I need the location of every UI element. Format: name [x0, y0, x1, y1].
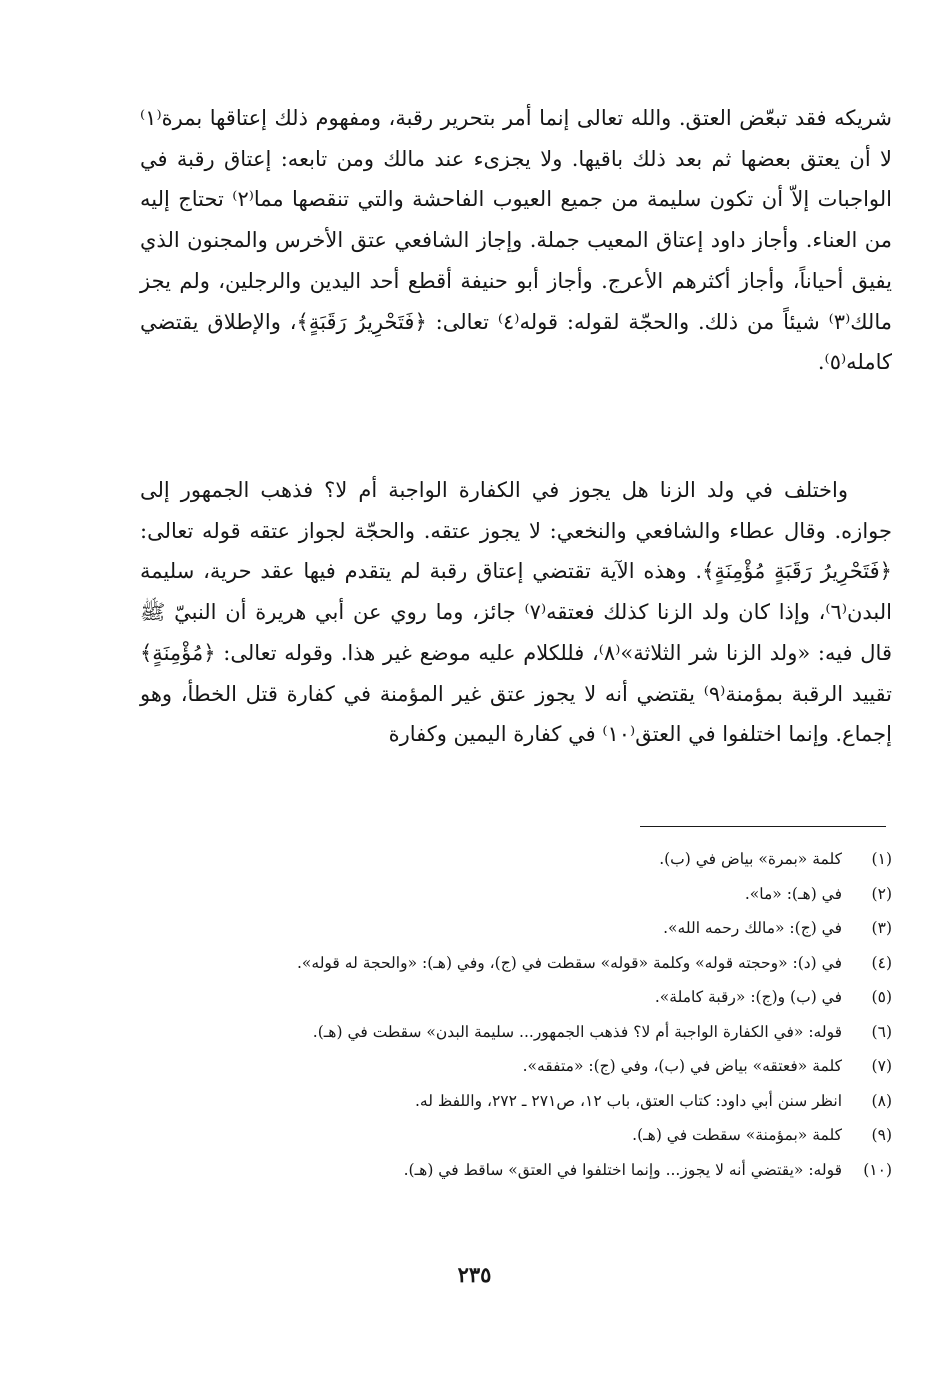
- footnote-item: [140, 911, 892, 946]
- footnote-text: كلمة «فعتقه» بياض في (ب)، وفي (ج): «متفقه».: [522, 1057, 842, 1075]
- footnote-text: في (د): «وحجته قوله» وكلمة «قوله» سقطت في (ج)، وفي (هـ): «والحجة له قوله».: [296, 953, 842, 972]
- footnote-text: قوله: «يقتضي أنه لا يجوز... وإنما اختلفوا في العتق» ساقط في (هـ).: [403, 1160, 842, 1179]
- footnote-item: [140, 877, 892, 912]
- footnote-item: [140, 1049, 892, 1084]
- footnote-text: انظر سنن أبي داود: كتاب العتق، باب ١٢، ص٢٧١ ـ ٢٧٢، واللفظ له.: [414, 1091, 842, 1110]
- footnote-number: (١٠): [863, 1160, 892, 1179]
- footnotes: [140, 842, 892, 1187]
- footnote-item: [140, 946, 892, 981]
- footnote-item: [140, 1153, 892, 1188]
- footnote-number: (٣): [871, 919, 892, 937]
- paragraph-text: واختلف في ولد الزنا هل يجوز في الكفارة الواجبة أم لا؟ فذهب الجمهور إلى جوازه. وقال عطاء والشافعي والنخعي: لا يجوز عتقه. والحجّة لجواز عتقه قوله تعالى: ﴿فَتَحْرِيرُ رَقَبَةٍ مُؤْمِنَةٍ﴾. وهذه الآية تقتضي إعتاق رقبة لم يتقدم فيها عقد حرية، سليمة البدن⁽٦⁾، وإذا كان ولد الزنا كذلك فعتقه⁽٧⁾ جائز، وما روي عن أبي هريرة أن النبيّ ﷺ قال فيه: «ولد الزنا شر الثلاثة»⁽٨⁾، فللكلام عليه موضع غير هذا. وقوله تعالى: ﴿مُؤْمِنَةٍ﴾ تقييد الرقبة بمؤمنة⁽٩⁾ يقتضي أنه لا يجوز عتق غير المؤمنة في كفارة قتل الخطأ، وهو إجماع. وإنما اختلفوا في العتق⁽١٠⁾ في كفارة اليمين وكفارة: [140, 478, 892, 747]
- footnote-item: [140, 1118, 892, 1153]
- footnote-item: [140, 842, 892, 877]
- footnote-number: (٤): [871, 953, 892, 972]
- footnote-item: [140, 1084, 892, 1119]
- footnote-text: قوله: «في الكفارة الواجبة أم لا؟ فذهب الجمهور... سليمة البدن» سقطت في (هـ).: [312, 1022, 842, 1041]
- footnote-number: (٨): [871, 1091, 892, 1110]
- footnote-text: كلمة «بمرة» بياض في (ب).: [659, 850, 842, 868]
- footnote-number: (٩): [871, 1126, 892, 1144]
- footnote-number: (٢): [871, 884, 892, 903]
- footnote-number: (٧): [871, 1057, 892, 1075]
- footnote-number: (١): [871, 850, 892, 868]
- body-paragraph-1: [140, 98, 892, 383]
- footnote-text: في (ب) و(ج): «رقبة كاملة».: [654, 988, 842, 1006]
- footnote-text: كلمة «بمؤمنة» سقطت في (هـ).: [632, 1126, 842, 1144]
- body-paragraph-2: [140, 470, 892, 755]
- footnote-text: في (هـ): «ما».: [744, 884, 842, 903]
- page-number: ٢٣٥: [457, 1262, 492, 1287]
- footnote-separator: [640, 826, 886, 827]
- footnote-number: (٦): [871, 1022, 892, 1041]
- footnote-text: في (ج): «مالك رحمه الله».: [663, 919, 842, 937]
- footnote-item: [140, 1015, 892, 1050]
- footnote-number: (٥): [871, 988, 892, 1006]
- footnote-item: [140, 980, 892, 1015]
- paragraph-text: شريكه فقد تبعّض العتق. والله تعالى إنما أمر بتحرير رقبة، ومفهوم ذلك إعتاقها بمرة⁽١⁾ لا أن يعتق بعضها ثم بعد ذلك باقيها. ولا يجزىء عند مالك ومن تابعه: إعتاق رقبة في الواجبات إلاّ أن تكون سليمة من جميع العيوب الفاحشة والتي تنقصها مما⁽٢⁾ تحتاج إليه من العناء. وأجاز داود إعتاق المعيب جملة. وإجاز الشافعي عتق الأخرس والمجنون الذي يفيق أحياناً، وأجاز أكثرهم الأعرج. وأجاز أبو حنيفة أقطع أحد اليدين والرجلين، ولم يجز مالك⁽٣⁾ شيئاً من ذلك. والحجّة لقوله: قوله⁽٤⁾ تعالى: ﴿فَتَحْرِيرُ رَقَبَةٍ﴾، والإطلاق يقتضي كامله⁽٥⁾.: [140, 106, 892, 375]
